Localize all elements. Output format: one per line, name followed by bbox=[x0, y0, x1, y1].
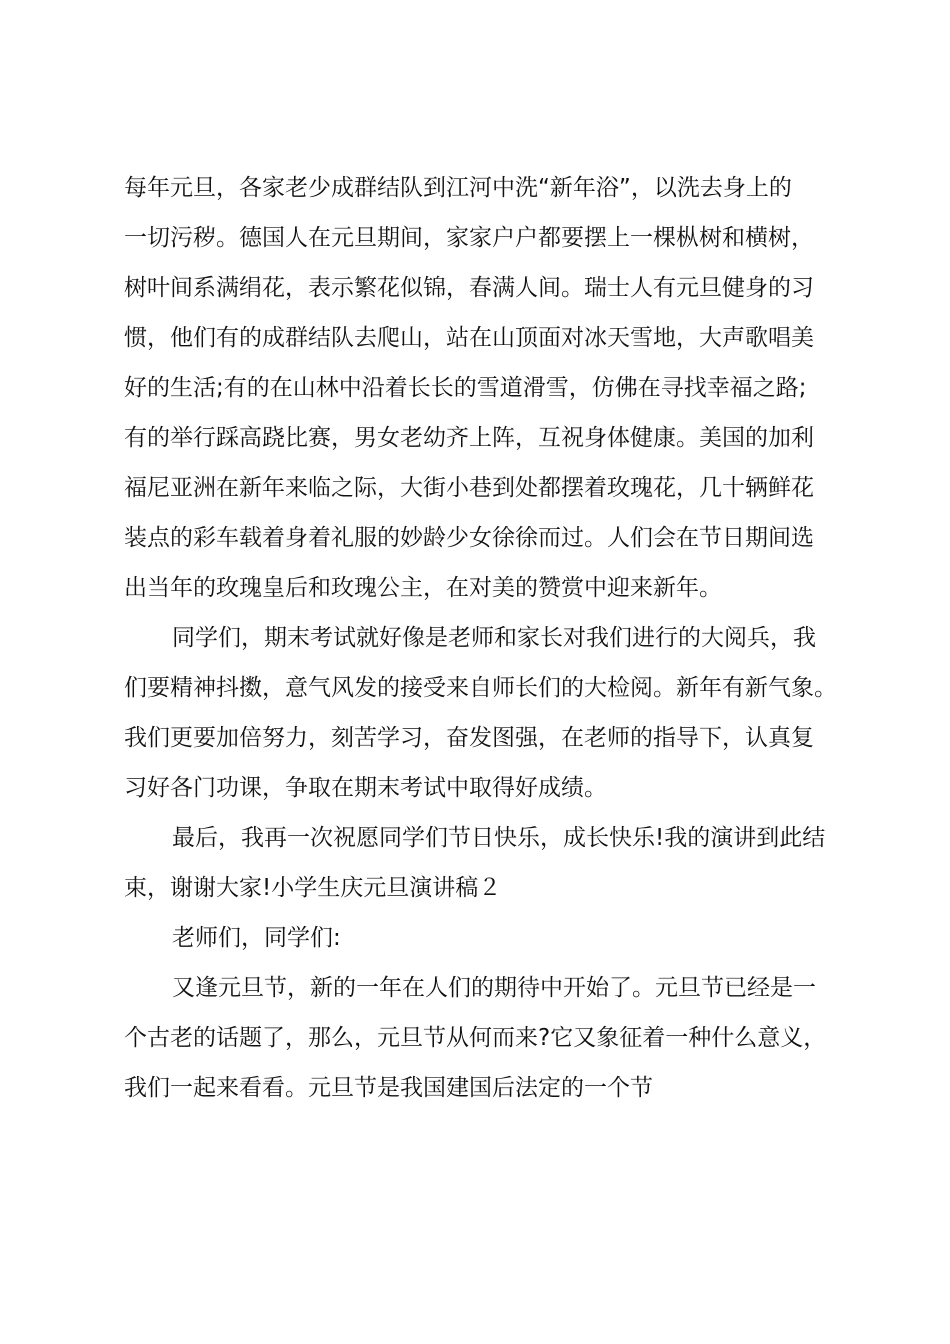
text-line: 又逢元旦节，新的一年在人们的期待中开始了。元旦节已经是一 bbox=[172, 975, 816, 1001]
text-line: 我们更要加倍努力，刻苦学习，奋发图强，在老师的指导下，认真复 bbox=[124, 725, 814, 751]
text-line: 们要精神抖擞，意气风发的接受来自师长们的大检阅。新年有新气象。 bbox=[124, 675, 837, 701]
text-line: 惯，他们有的成群结队去爬山，站在山顶面对冰天雪地，大声歌唱美 bbox=[124, 325, 814, 351]
text-line: 最后，我再一次祝愿同学们节日快乐，成长快乐!我的演讲到此结 bbox=[172, 825, 826, 851]
text-line: 有的举行踩高跷比赛，男女老幼齐上阵，互祝身体健康。美国的加利 bbox=[124, 425, 814, 451]
text-line: 我们一起来看看。元旦节是我国建国后法定的一个节 bbox=[124, 1075, 653, 1101]
text-line: 福尼亚洲在新年来临之际，大街小巷到处都摆着玫瑰花，几十辆鲜花 bbox=[124, 475, 814, 501]
text-line: 装点的彩车载着身着礼服的妙龄少女徐徐而过。人们会在节日期间选 bbox=[124, 525, 814, 551]
text-line: 习好各门功课，争取在期末考试中取得好成绩。 bbox=[124, 775, 607, 801]
text-line: 个古老的话题了，那么，元旦节从何而来?它又象征着一种什么意义， bbox=[124, 1025, 827, 1051]
text-line: 出当年的玫瑰皇后和玫瑰公主，在对美的赞赏中迎来新年。 bbox=[124, 575, 722, 601]
text-line: 树叶间系满绢花，表示繁花似锦，春满人间。瑞士人有元旦健身的习 bbox=[124, 275, 814, 301]
text-line: 老师们，同学们: bbox=[172, 925, 341, 951]
body-text bbox=[124, 163, 859, 1113]
text-line: 同学们，期末考试就好像是老师和家长对我们进行的大阅兵，我 bbox=[172, 625, 816, 651]
text-line: 束，谢谢大家!小学生庆元旦演讲稿２ bbox=[124, 875, 502, 901]
text-line: 好的生活;有的在山林中沿着长长的雪道滑雪，仿佛在寻找幸福之路; bbox=[124, 375, 807, 401]
text-line: 每年元旦，各家老少成群结队到江河中洗“新年浴”，以洗去身上的 bbox=[124, 175, 792, 201]
text-line: 一切污秽。德国人在元旦期间，家家户户都要摆上一棵枞树和横树， bbox=[124, 225, 814, 251]
